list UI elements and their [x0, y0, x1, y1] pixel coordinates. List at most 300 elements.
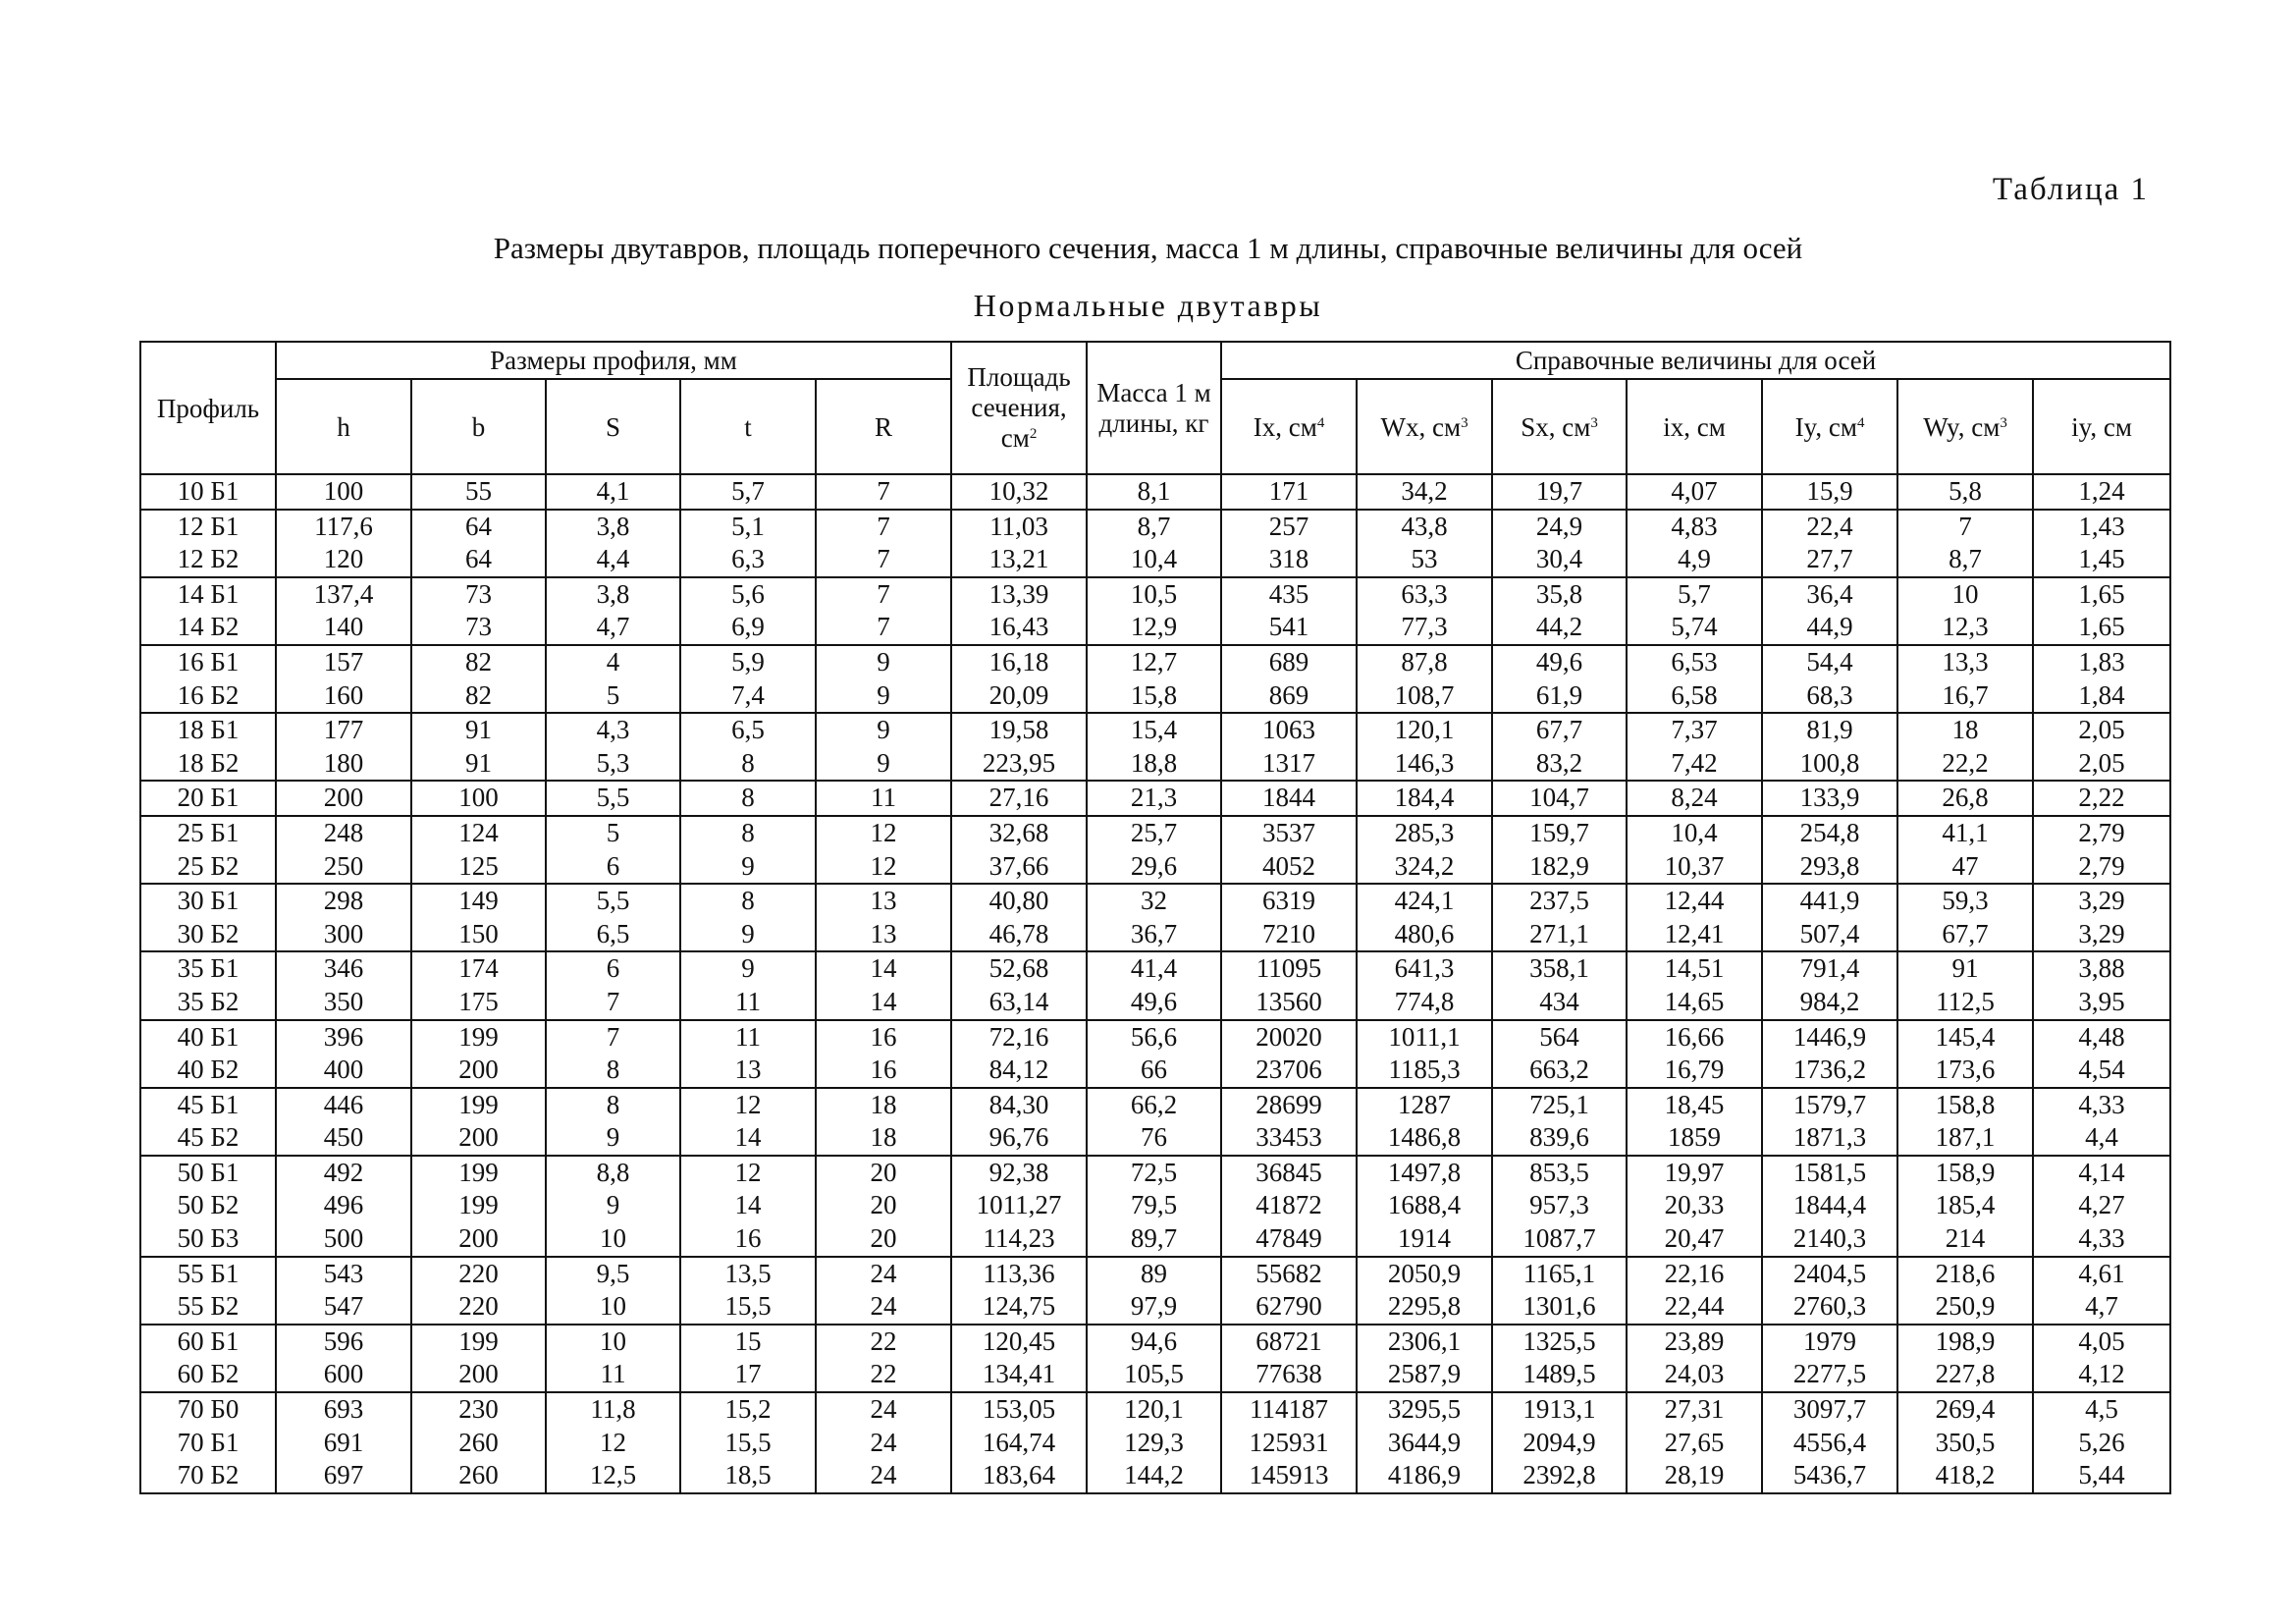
table-cell: 6 [546, 951, 680, 986]
table-cell: 16,18 [951, 645, 1087, 679]
table-cell: 81,9 [1762, 713, 1897, 747]
table-cell: 100 [411, 781, 546, 816]
table-cell: 52,68 [951, 951, 1087, 986]
table-cell: 725,1 [1492, 1088, 1627, 1122]
header-area-label: Площадь сечения, см [967, 362, 1071, 453]
table-cell: 1446,9 [1762, 1020, 1897, 1055]
profile-cell: 70 Б1 [140, 1427, 276, 1460]
table-cell: 187,1 [1897, 1121, 2033, 1156]
table-cell: 2140,3 [1762, 1222, 1897, 1257]
table-cell: 450 [276, 1121, 411, 1156]
table-cell: 7 [816, 543, 951, 577]
table-cell: 1914 [1357, 1222, 1492, 1257]
table-cell: 7 [816, 510, 951, 544]
table-cell: 72,16 [951, 1020, 1087, 1055]
table-cell: 396 [276, 1020, 411, 1055]
table-cell: 346 [276, 951, 411, 986]
table-cell: 24,03 [1627, 1358, 1762, 1392]
profile-cell: 55 Б1 [140, 1257, 276, 1291]
table-row [140, 781, 2170, 816]
table-cell: 27,65 [1627, 1427, 1762, 1460]
table-cell: 220 [411, 1290, 546, 1325]
table-cell: 693 [276, 1392, 411, 1427]
table-row [140, 474, 2170, 510]
table-cell: 200 [411, 1222, 546, 1257]
table-cell: 1688,4 [1357, 1189, 1492, 1222]
table-cell: 10,5 [1087, 577, 1221, 612]
table-cell: 2404,5 [1762, 1257, 1897, 1291]
table-cell: 9 [680, 850, 816, 885]
table-cell: 59,3 [1897, 884, 2033, 918]
table-cell: 61,9 [1492, 679, 1627, 714]
table-cell: 9 [546, 1189, 680, 1222]
table-cell: 285,3 [1357, 816, 1492, 850]
table-number: Таблица 1 [1992, 172, 2149, 207]
table-cell: 9 [546, 1121, 680, 1156]
header-iy-label: Iy, см [1794, 411, 1857, 442]
table-cell: 3,29 [2033, 918, 2170, 952]
table-cell: 774,8 [1357, 986, 1492, 1020]
table-cell: 68,3 [1762, 679, 1897, 714]
table-cell: 77,3 [1357, 611, 1492, 645]
header-sx-sup: 3 [1590, 414, 1598, 431]
table-cell: 7,37 [1627, 713, 1762, 747]
table-cell: 94,6 [1087, 1325, 1221, 1359]
profile-cell: 25 Б2 [140, 850, 276, 885]
header-area-sup: 2 [1029, 426, 1038, 442]
table-cell: 4,7 [546, 611, 680, 645]
table-row [140, 1290, 2170, 1325]
table-cell: 35,8 [1492, 577, 1627, 612]
table-cell: 223,95 [951, 747, 1087, 782]
table-cell: 198,9 [1897, 1325, 2033, 1359]
profile-cell: 10 Б1 [140, 474, 276, 510]
table-cell: 869 [1221, 679, 1357, 714]
table-row [140, 1427, 2170, 1460]
table-cell: 200 [411, 1054, 546, 1088]
table-cell: 15,2 [680, 1392, 816, 1427]
table-cell: 2,22 [2033, 781, 2170, 816]
table-cell: 9 [816, 645, 951, 679]
beam-table [139, 341, 2171, 1494]
table-cell: 114,23 [951, 1222, 1087, 1257]
table-cell: 44,2 [1492, 611, 1627, 645]
table-row [140, 1088, 2170, 1122]
table-cell: 1087,7 [1492, 1222, 1627, 1257]
table-cell: 120 [276, 543, 411, 577]
table-cell: 20,47 [1627, 1222, 1762, 1257]
table-row [140, 713, 2170, 747]
table-cell: 5,6 [680, 577, 816, 612]
table-cell: 10 [546, 1325, 680, 1359]
header-ix-label: Ix, см [1253, 411, 1317, 442]
table-cell: 12,9 [1087, 611, 1221, 645]
table-cell: 8 [680, 747, 816, 782]
table-cell: 218,6 [1897, 1257, 2033, 1291]
header-ix-sup: 4 [1316, 414, 1325, 431]
table-cell: 5,26 [2033, 1427, 2170, 1460]
table-cell: 3,8 [546, 577, 680, 612]
table-cell: 20 [816, 1189, 951, 1222]
table-cell: 2295,8 [1357, 1290, 1492, 1325]
table-cell: 4,83 [1627, 510, 1762, 544]
table-cell: 4,48 [2033, 1020, 2170, 1055]
table-cell: 27,31 [1627, 1392, 1762, 1427]
table-cell: 663,2 [1492, 1054, 1627, 1088]
header-t: t [680, 379, 816, 474]
table-cell: 691 [276, 1427, 411, 1460]
table-cell: 92,38 [951, 1156, 1087, 1190]
table-cell: 5,74 [1627, 611, 1762, 645]
table-cell: 199 [411, 1088, 546, 1122]
table-cell: 67,7 [1897, 918, 2033, 952]
table-cell: 14 [680, 1189, 816, 1222]
table-row [140, 645, 2170, 679]
table-cell: 117,6 [276, 510, 411, 544]
table-cell: 227,8 [1897, 1358, 2033, 1392]
table-cell: 957,3 [1492, 1189, 1627, 1222]
table-row [140, 1020, 2170, 1055]
profile-cell: 18 Б1 [140, 713, 276, 747]
table-cell: 6,58 [1627, 679, 1762, 714]
table-cell: 260 [411, 1427, 546, 1460]
table-cell: 2,79 [2033, 816, 2170, 850]
table-cell: 199 [411, 1156, 546, 1190]
table-cell: 199 [411, 1189, 546, 1222]
table-cell: 18 [1897, 713, 2033, 747]
table-cell: 12 [680, 1088, 816, 1122]
table-cell: 171 [1221, 474, 1357, 510]
table-cell: 30,4 [1492, 543, 1627, 577]
table-cell: 27,16 [951, 781, 1087, 816]
table-cell: 9 [816, 747, 951, 782]
table-row [140, 1189, 2170, 1222]
table-cell: 7 [546, 986, 680, 1020]
header-wy-label: Wy, см [1923, 411, 2001, 442]
table-cell: 73 [411, 611, 546, 645]
table-cell: 89,7 [1087, 1222, 1221, 1257]
header-iy-sup: 4 [1856, 414, 1865, 431]
profile-cell: 12 Б2 [140, 543, 276, 577]
table-cell: 91 [411, 713, 546, 747]
table-row [140, 747, 2170, 782]
table-cell: 43,8 [1357, 510, 1492, 544]
table-cell: 4556,4 [1762, 1427, 1897, 1460]
profile-cell: 70 Б0 [140, 1392, 276, 1427]
table-cell: 541 [1221, 611, 1357, 645]
table-cell: 4186,9 [1357, 1459, 1492, 1493]
table-row [140, 543, 2170, 577]
table-cell: 129,3 [1087, 1427, 1221, 1460]
table-cell: 5,7 [680, 474, 816, 510]
table-cell: 79,5 [1087, 1189, 1221, 1222]
table-cell: 47849 [1221, 1222, 1357, 1257]
table-row [140, 816, 2170, 850]
table-cell: 4,4 [2033, 1121, 2170, 1156]
table-cell: 22,44 [1627, 1290, 1762, 1325]
table-cell: 68721 [1221, 1325, 1357, 1359]
table-cell: 4 [546, 645, 680, 679]
table-row [140, 679, 2170, 714]
profile-cell: 45 Б2 [140, 1121, 276, 1156]
table-cell: 47 [1897, 850, 2033, 885]
table-cell: 1165,1 [1492, 1257, 1627, 1291]
header-profile: Профиль [140, 342, 276, 474]
table-cell: 2050,9 [1357, 1257, 1492, 1291]
table-title: Размеры двутавров, площадь поперечного сечения, масса 1 м длины, справочные величины для осей [493, 231, 1803, 265]
table-cell: 21,3 [1087, 781, 1221, 816]
table-cell: 22,2 [1897, 747, 2033, 782]
table-cell: 66,2 [1087, 1088, 1221, 1122]
table-cell: 1736,2 [1762, 1054, 1897, 1088]
header-mass: Масса 1 м длины, кг [1087, 342, 1221, 474]
table-cell: 67,7 [1492, 713, 1627, 747]
profile-cell: 14 Б2 [140, 611, 276, 645]
table-cell: 1,84 [2033, 679, 2170, 714]
table-cell: 12,44 [1627, 884, 1762, 918]
table-row [140, 850, 2170, 885]
header-ix [1221, 379, 1357, 474]
header-s: S [546, 379, 680, 474]
table-cell: 8 [546, 1088, 680, 1122]
table-cell: 5,8 [1897, 474, 2033, 510]
table-cell: 104,7 [1492, 781, 1627, 816]
table-cell: 28699 [1221, 1088, 1357, 1122]
table-cell: 3097,7 [1762, 1392, 1897, 1427]
profile-cell: 35 Б1 [140, 951, 276, 986]
table-cell: 220 [411, 1257, 546, 1291]
table-cell: 984,2 [1762, 986, 1897, 1020]
table-cell: 14,65 [1627, 986, 1762, 1020]
table-cell: 1185,3 [1357, 1054, 1492, 1088]
table-cell: 1,65 [2033, 611, 2170, 645]
table-cell: 2587,9 [1357, 1358, 1492, 1392]
table-row [140, 1392, 2170, 1427]
table-cell: 791,4 [1762, 951, 1897, 986]
table-cell: 1301,6 [1492, 1290, 1627, 1325]
table-cell: 269,4 [1897, 1392, 2033, 1427]
table-cell: 63,3 [1357, 577, 1492, 612]
table-cell: 10,37 [1627, 850, 1762, 885]
table-cell: 10 [546, 1290, 680, 1325]
table-cell: 89 [1087, 1257, 1221, 1291]
table-cell: 16 [816, 1054, 951, 1088]
table-cell: 20 [816, 1222, 951, 1257]
table-row [140, 577, 2170, 612]
table-cell: 7210 [1221, 918, 1357, 952]
table-cell: 41,4 [1087, 951, 1221, 986]
table-cell: 23706 [1221, 1054, 1357, 1088]
table-cell: 37,66 [951, 850, 1087, 885]
table-subtitle: Нормальные двутавры [973, 288, 1323, 323]
table-row [140, 884, 2170, 918]
table-cell: 19,7 [1492, 474, 1627, 510]
table-cell: 105,5 [1087, 1358, 1221, 1392]
table-cell: 1871,3 [1762, 1121, 1897, 1156]
table-cell: 4,4 [546, 543, 680, 577]
profile-cell: 50 Б3 [140, 1222, 276, 1257]
table-cell: 250 [276, 850, 411, 885]
table-cell: 3,88 [2033, 951, 2170, 986]
header-sx [1492, 379, 1627, 474]
table-cell: 9 [680, 918, 816, 952]
table-cell: 1325,5 [1492, 1325, 1627, 1359]
table-cell: 173,6 [1897, 1054, 2033, 1088]
table-cell: 4,54 [2033, 1054, 2170, 1088]
table-cell: 1287 [1357, 1088, 1492, 1122]
table-cell: 1859 [1627, 1121, 1762, 1156]
header-b: b [411, 379, 546, 474]
table-cell: 250,9 [1897, 1290, 2033, 1325]
table-cell: 100 [276, 474, 411, 510]
table-cell: 55 [411, 474, 546, 510]
table-cell: 64 [411, 543, 546, 577]
table-row [140, 510, 2170, 544]
table-cell: 3295,5 [1357, 1392, 1492, 1427]
header-wy [1897, 379, 2033, 474]
table-cell: 183,64 [951, 1459, 1087, 1493]
table-cell: 8,1 [1087, 474, 1221, 510]
table-cell: 3644,9 [1357, 1427, 1492, 1460]
table-cell: 5,3 [546, 747, 680, 782]
table-cell: 507,4 [1762, 918, 1897, 952]
table-cell: 1,24 [2033, 474, 2170, 510]
table-cell: 23,89 [1627, 1325, 1762, 1359]
header-wy-sup: 3 [2000, 414, 2007, 431]
table-cell: 8 [680, 816, 816, 850]
header-ix-radius: ix, см [1627, 379, 1762, 474]
table-cell: 4,3 [546, 713, 680, 747]
table-cell: 15,4 [1087, 713, 1221, 747]
table-cell: 6,53 [1627, 645, 1762, 679]
table-cell: 543 [276, 1257, 411, 1291]
table-cell: 22 [816, 1325, 951, 1359]
table-cell: 164,74 [951, 1427, 1087, 1460]
table-cell: 19,58 [951, 713, 1087, 747]
table-cell: 97,9 [1087, 1290, 1221, 1325]
table-cell: 2,79 [2033, 850, 2170, 885]
table-cell: 5,9 [680, 645, 816, 679]
table-cell: 134,41 [951, 1358, 1087, 1392]
table-cell: 8,7 [1087, 510, 1221, 544]
table-cell: 16,79 [1627, 1054, 1762, 1088]
table-cell: 1579,7 [1762, 1088, 1897, 1122]
table-cell: 298 [276, 884, 411, 918]
profile-cell: 25 Б1 [140, 816, 276, 850]
table-cell: 10,4 [1087, 543, 1221, 577]
header-iy-radius: iy, см [2033, 379, 2170, 474]
table-cell: 13,3 [1897, 645, 2033, 679]
table-cell: 350 [276, 986, 411, 1020]
table-cell: 22,16 [1627, 1257, 1762, 1291]
table-cell: 697 [276, 1459, 411, 1493]
profile-cell: 16 Б1 [140, 645, 276, 679]
table-row [140, 986, 2170, 1020]
table-cell: 6,5 [680, 713, 816, 747]
table-cell: 10,4 [1627, 816, 1762, 850]
table-cell: 24 [816, 1257, 951, 1291]
table-row [140, 1222, 2170, 1257]
table-cell: 3,29 [2033, 884, 2170, 918]
table-cell: 200 [411, 1121, 546, 1156]
table-cell: 36,7 [1087, 918, 1221, 952]
table-cell: 2306,1 [1357, 1325, 1492, 1359]
table-cell: 1,45 [2033, 543, 2170, 577]
table-cell: 230 [411, 1392, 546, 1427]
table-cell: 260 [411, 1459, 546, 1493]
table-cell: 13 [816, 918, 951, 952]
table-cell: 180 [276, 747, 411, 782]
table-cell: 177 [276, 713, 411, 747]
table-cell: 6,3 [680, 543, 816, 577]
table-cell: 199 [411, 1325, 546, 1359]
table-cell: 55682 [1221, 1257, 1357, 1291]
table-cell: 400 [276, 1054, 411, 1088]
profile-cell: 20 Б1 [140, 781, 276, 816]
table-cell: 84,12 [951, 1054, 1087, 1088]
header-iy [1762, 379, 1897, 474]
table-cell: 174 [411, 951, 546, 986]
table-cell: 1011,1 [1357, 1020, 1492, 1055]
table-cell: 12,41 [1627, 918, 1762, 952]
table-cell: 108,7 [1357, 679, 1492, 714]
table-cell: 7 [816, 577, 951, 612]
table-cell: 1486,8 [1357, 1121, 1492, 1156]
table-cell: 175 [411, 986, 546, 1020]
profile-cell: 18 Б2 [140, 747, 276, 782]
table-cell: 7,4 [680, 679, 816, 714]
table-cell: 53 [1357, 543, 1492, 577]
table-cell: 7,42 [1627, 747, 1762, 782]
table-cell: 318 [1221, 543, 1357, 577]
table-cell: 24,9 [1492, 510, 1627, 544]
table-row [140, 1121, 2170, 1156]
table-cell: 18 [816, 1088, 951, 1122]
profile-cell: 60 Б2 [140, 1358, 276, 1392]
table-cell: 200 [411, 1358, 546, 1392]
profile-cell: 16 Б2 [140, 679, 276, 714]
table-cell: 34,2 [1357, 474, 1492, 510]
table-cell: 12 [680, 1156, 816, 1190]
table-cell: 257 [1221, 510, 1357, 544]
table-cell: 15,5 [680, 1427, 816, 1460]
table-cell: 41872 [1221, 1189, 1357, 1222]
header-r: R [816, 379, 951, 474]
table-cell: 24 [816, 1427, 951, 1460]
table-cell: 20,33 [1627, 1189, 1762, 1222]
table-cell: 689 [1221, 645, 1357, 679]
profile-cell: 40 Б1 [140, 1020, 276, 1055]
table-cell: 1979 [1762, 1325, 1897, 1359]
table-cell: 66 [1087, 1054, 1221, 1088]
table-cell: 2392,8 [1492, 1459, 1627, 1493]
table-cell: 124 [411, 816, 546, 850]
table-cell: 600 [276, 1358, 411, 1392]
table-cell: 1063 [1221, 713, 1357, 747]
table-cell: 16,43 [951, 611, 1087, 645]
profile-cell: 50 Б2 [140, 1189, 276, 1222]
table-cell: 36,4 [1762, 577, 1897, 612]
table-cell: 5436,7 [1762, 1459, 1897, 1493]
table-cell: 5,5 [546, 781, 680, 816]
profile-cell: 55 Б2 [140, 1290, 276, 1325]
profile-cell: 12 Б1 [140, 510, 276, 544]
table-cell: 17 [680, 1358, 816, 1392]
table-cell: 4,5 [2033, 1392, 2170, 1427]
table-cell: 150 [411, 918, 546, 952]
table-cell: 3,8 [546, 510, 680, 544]
table-cell: 140 [276, 611, 411, 645]
